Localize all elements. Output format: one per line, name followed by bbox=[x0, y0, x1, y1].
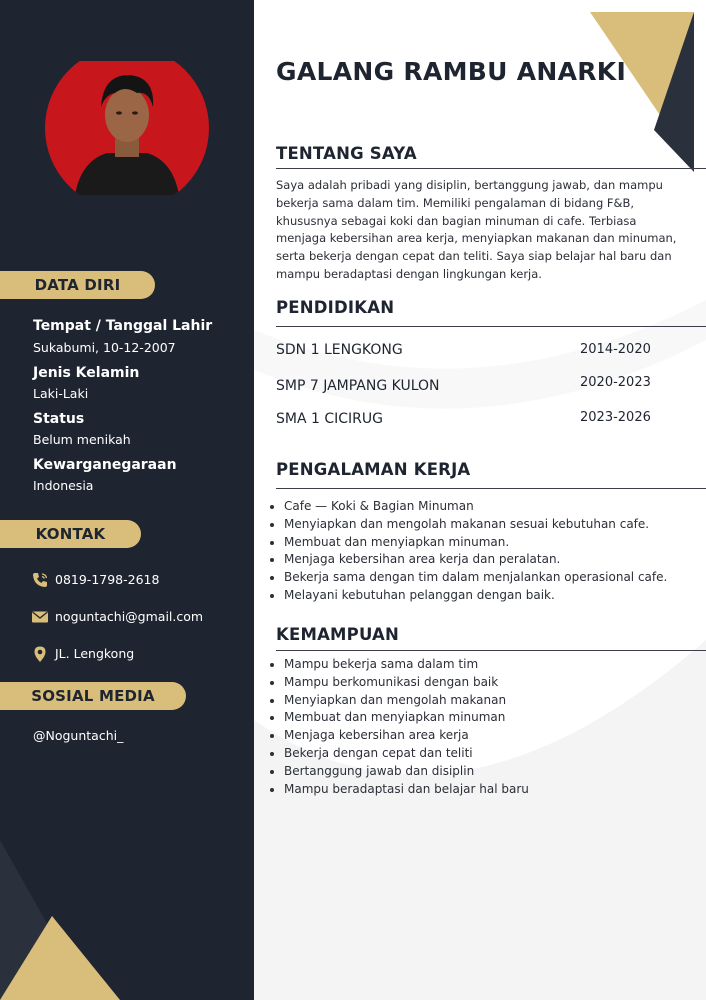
field-value: Belum menikah bbox=[33, 432, 131, 447]
about-text: Saya adalah pribadi yang disiplin, bertanggung jawab, dan mampu bekerja sama dalam tim. Memiliki pengalaman di bidang F&B, khususnya sebagai koki dan bagian minuman di cafe. Terbiasa menjaga kebersihan area kerja, menyiapkan makanan dan minuman, serta bekerja dengan cepat dan teliti. Saya siap belajar hal baru dan mampu beradaptasi dengan lingkungan kerja. bbox=[276, 178, 677, 281]
contact-email[interactable]: noguntachi@gmail.com bbox=[55, 609, 204, 624]
contact-phone[interactable]: 0819-1798-2618 bbox=[55, 572, 160, 587]
list-item: • Mampu berkomunikasi dengan baik bbox=[284, 674, 706, 692]
list-item: • Membuat dan menyiapkan minuman. bbox=[284, 534, 706, 552]
education-school: SMP 7 JAMPANG KULON bbox=[276, 378, 440, 394]
field-value: Indonesia bbox=[33, 478, 94, 493]
email-icon bbox=[31, 608, 49, 626]
list-item: • Mampu bekerja sama dalam tim bbox=[284, 656, 706, 674]
field-label: Tempat / Tanggal Lahir bbox=[33, 318, 213, 334]
list-item: • Cafe — Koki & Bagian Minuman bbox=[284, 498, 706, 516]
list-item: • Bekerja dengan cepat dan teliti bbox=[284, 745, 706, 763]
education-years: 2014-2020 bbox=[580, 342, 651, 357]
sidebar bbox=[0, 0, 254, 1000]
skills-heading: KEMAMPUAN bbox=[276, 625, 400, 644]
list-item: • Menjaga kebersihan area kerja dan peralatan. bbox=[284, 551, 706, 569]
list-item: • Membuat dan menyiapkan minuman bbox=[284, 709, 706, 727]
divider bbox=[276, 650, 706, 651]
field-value: Laki-Laki bbox=[33, 386, 89, 401]
field-label: Status bbox=[33, 411, 85, 427]
sosial-media-heading: SOSIAL MEDIA bbox=[0, 682, 186, 710]
field-value: Sukabumi, 10-12-2007 bbox=[33, 340, 176, 355]
education-years: 2023-2026 bbox=[580, 410, 651, 425]
experience-list bbox=[270, 498, 706, 605]
list-item: • Mampu beradaptasi dan belajar hal baru bbox=[284, 781, 706, 799]
profile-photo bbox=[45, 61, 209, 195]
list-item: • Bekerja sama dengan tim dalam menjalankan operasional cafe. bbox=[284, 569, 706, 587]
contact-address: JL. Lengkong bbox=[55, 646, 135, 661]
field-label: Kewarganegaraan bbox=[33, 457, 177, 473]
social-handle[interactable]: @Noguntachi_ bbox=[33, 728, 124, 743]
divider bbox=[276, 326, 706, 327]
education-school: SDN 1 LENGKONG bbox=[276, 342, 403, 358]
list-item: • Menyiapkan dan mengolah makanan sesuai kebutuhan cafe. bbox=[284, 516, 706, 534]
skills-list bbox=[270, 656, 706, 798]
location-icon bbox=[31, 645, 49, 663]
list-item: • Menjaga kebersihan area kerja bbox=[284, 727, 706, 745]
about-heading: TENTANG SAYA bbox=[276, 144, 417, 163]
education-heading: PENDIDIKAN bbox=[276, 298, 395, 317]
list-item: • Bertanggung jawab dan disiplin bbox=[284, 763, 706, 781]
education-school: SMA 1 CICIRUG bbox=[276, 411, 383, 427]
data-diri-heading: DATA DIRI bbox=[0, 271, 155, 299]
education-years: 2020-2023 bbox=[580, 375, 651, 390]
kontak-heading: KONTAK bbox=[0, 520, 141, 548]
experience-heading: PENGALAMAN KERJA bbox=[276, 460, 471, 479]
corner-decoration bbox=[0, 820, 254, 1000]
list-item: • Menyiapkan dan mengolah makanan bbox=[284, 692, 706, 710]
divider bbox=[276, 488, 706, 489]
field-label: Jenis Kelamin bbox=[33, 365, 140, 381]
phone-icon bbox=[31, 571, 49, 589]
divider bbox=[276, 168, 706, 169]
full-name: GALANG RAMBU ANARKI bbox=[276, 57, 627, 86]
list-item: • Melayani kebutuhan pelanggan dengan baik. bbox=[284, 587, 706, 605]
